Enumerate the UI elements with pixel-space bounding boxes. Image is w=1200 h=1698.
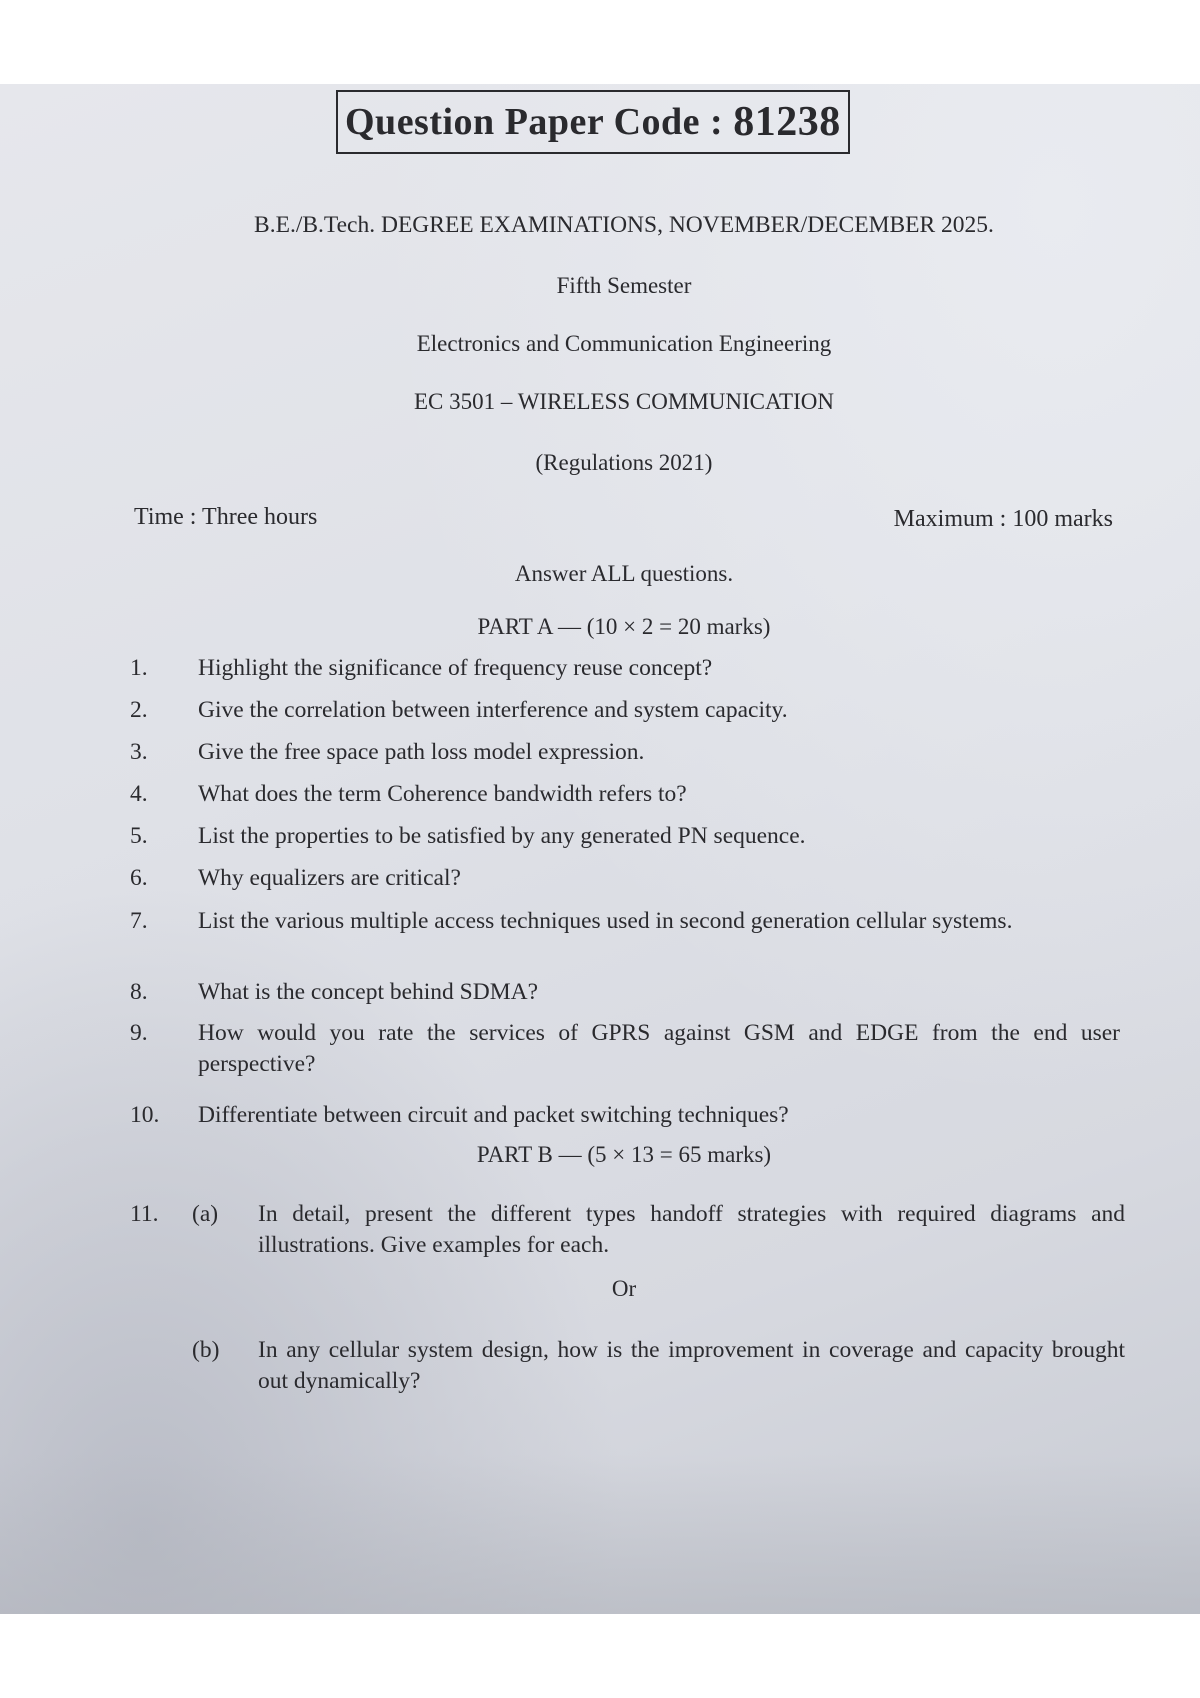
question-3 xyxy=(130,737,1120,768)
question-text: Highlight the significance of frequency reuse concept? xyxy=(198,655,713,681)
question-2 xyxy=(130,695,1120,726)
question-number: 6. xyxy=(130,865,148,891)
part-b-title: PART B — (5 × 13 = 65 marks) xyxy=(476,1142,772,1167)
course-title: EC 3501 – WIRELESS COMMUNICATION xyxy=(414,389,834,414)
regulations: (Regulations 2021) xyxy=(535,450,713,475)
question-11a xyxy=(130,1199,1125,1261)
question-number: 4. xyxy=(130,781,148,807)
question-number: 2. xyxy=(130,697,148,723)
question-text: Differentiate between circuit and packet switching techniques? xyxy=(198,1102,789,1128)
question-number: 3. xyxy=(130,739,148,765)
question-number: 5. xyxy=(130,823,148,849)
question-6 xyxy=(130,863,1120,894)
question-7 xyxy=(130,906,1120,937)
question-text: Give the correlation between interference and system capacity. xyxy=(198,697,788,723)
sub-question-label: (a) xyxy=(192,1201,219,1227)
question-text: Give the free space path loss model expression. xyxy=(198,739,645,765)
code-number: 81238 xyxy=(733,99,841,145)
or-separator: Or xyxy=(611,1276,637,1301)
question-4 xyxy=(130,779,1120,810)
question-paper-code-box xyxy=(336,90,850,154)
question-number: 10. xyxy=(130,1102,160,1128)
question-number: 7. xyxy=(130,908,148,934)
question-11b xyxy=(130,1335,1125,1397)
department: Electronics and Communication Engineering xyxy=(416,331,832,356)
exam-title: B.E./B.Tech. DEGREE EXAMINATIONS, NOVEMBER/DECEMBER 2025. xyxy=(254,212,994,238)
question-number: 1. xyxy=(130,655,148,681)
part-a-title: PART A — (10 × 2 = 20 marks) xyxy=(477,614,771,639)
question-number: 9. xyxy=(130,1020,148,1046)
sub-question-label: (b) xyxy=(192,1337,220,1363)
question-number: 8. xyxy=(130,979,148,1005)
question-text: In any cellular system design, how is the improvement in coverage and capacity brought out dynamically? xyxy=(258,1337,1125,1394)
question-text: How would you rate the services of GPRS against GSM and EDGE from the end user perspective? xyxy=(198,1020,1120,1077)
question-text: In detail, present the different types handoff strategies with required diagrams and illustrations. Give examples for each. xyxy=(258,1201,1125,1258)
maximum-marks: Maximum : 100 marks xyxy=(893,506,1113,532)
question-number: 11. xyxy=(130,1201,159,1227)
question-text: List the properties to be satisfied by any generated PN sequence. xyxy=(198,823,806,849)
question-text: What does the term Coherence bandwidth refers to? xyxy=(198,781,687,807)
question-text: List the various multiple access techniques used in second generation cellular systems. xyxy=(198,908,1013,934)
instruction: Answer ALL questions. xyxy=(514,561,734,586)
question-1 xyxy=(130,653,1120,684)
question-5 xyxy=(130,821,1120,852)
question-10 xyxy=(130,1100,1120,1131)
question-text: Why equalizers are critical? xyxy=(198,865,461,891)
exam-paper-photo xyxy=(0,84,1200,1614)
question-text: What is the concept behind SDMA? xyxy=(198,979,539,1005)
question-9 xyxy=(130,1018,1120,1080)
code-label: Question Paper Code : xyxy=(345,101,724,143)
semester: Fifth Semester xyxy=(556,273,692,298)
time-allowed: Time : Three hours xyxy=(134,504,318,530)
question-8 xyxy=(130,977,1120,1008)
